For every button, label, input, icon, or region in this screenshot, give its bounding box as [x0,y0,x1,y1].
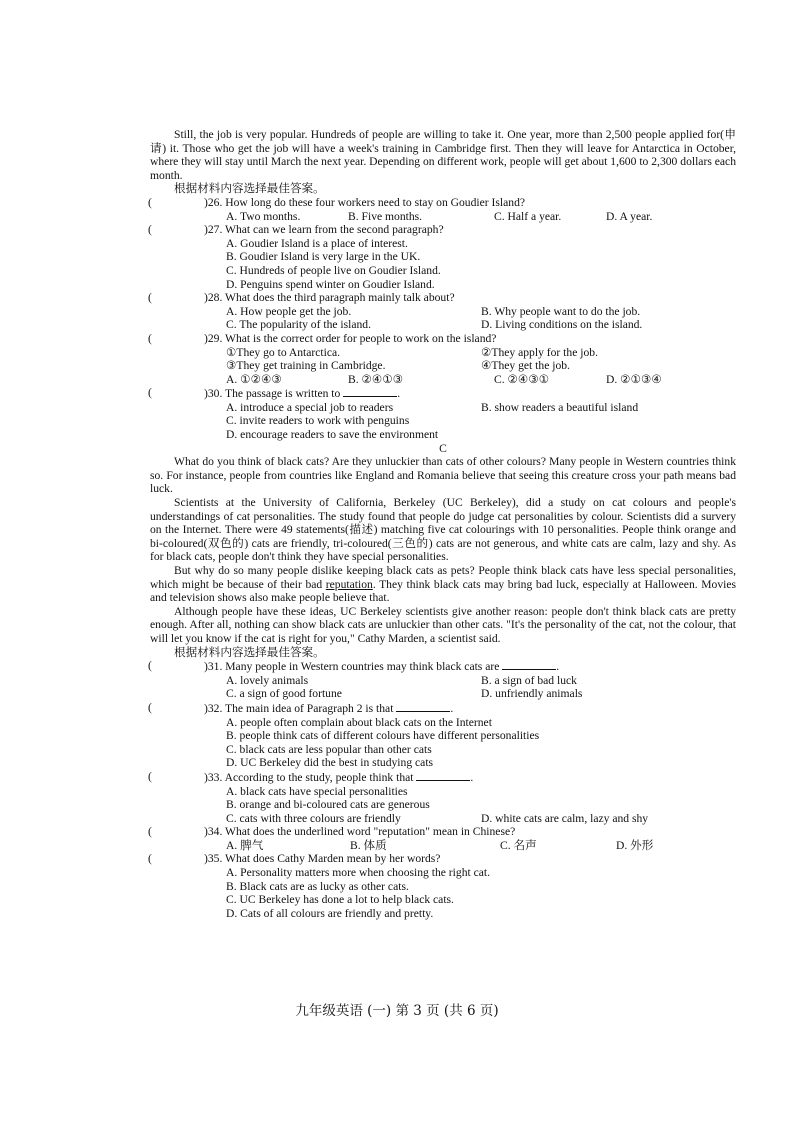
section-c-heading: C [439,441,447,455]
question-34 [150,825,736,852]
question-stem: )33. According to the study, people think that . [204,770,474,784]
step-3: ③They get training in Cambridge. [226,359,386,373]
answer-paren[interactable]: ( [148,223,152,237]
answer-blank [502,659,556,670]
option-c: C. Half a year. [494,209,562,223]
option-c: C. cats with three colours are friendly [226,811,401,825]
option-d: D. white cats are calm, lazy and shy [481,811,649,825]
answer-paren[interactable]: ( [148,195,152,209]
options-row [150,305,736,319]
option-b: B. Black cats are as lucky as other cats. [226,879,409,893]
underlined-word: reputation [325,577,373,591]
options-row [150,373,736,387]
question-27 [150,223,736,291]
question-stem: )26. How long do these four workers need to stay on Goudier Island? [204,195,526,209]
answer-paren[interactable]: ( [148,769,152,783]
option-d: D. UC Berkeley did the best in studying cats [226,756,434,770]
answer-blank [416,770,470,781]
options-list [150,414,736,441]
option-b: B. people think cats of different colours have different personalities [226,729,540,743]
option-c: C. ②④③① [494,372,550,386]
step-2: ②They apply for the job. [481,345,598,359]
option-b: B. orange and bi-coloured cats are generous [226,798,430,812]
question-29 [150,332,736,386]
options-row [150,687,736,701]
options-list [150,866,736,920]
option-d: D. ②①③④ [606,372,662,386]
option-c: C. invite readers to work with penguins [226,414,410,428]
answer-blank [396,701,450,712]
option-b: B. a sign of bad luck [481,673,577,687]
question-stem: )34. What does the underlined word "reputation" mean in Chinese? [204,825,516,839]
option-b: B. Goudier Island is very large in the UK. [226,250,421,264]
page-footer: 九年级英语 (一) 第 3 页 (共 6 页) [295,1003,499,1019]
option-a: A. introduce a special job to readers [226,400,394,414]
option-c: C. 名声 [500,838,537,852]
option-b: B. ②④①③ [348,372,404,386]
option-b: B. Why people want to do the job. [481,304,641,318]
option-d: D. Living conditions on the island. [481,318,643,332]
passage-b-last-paragraph: Still, the job is very popular. Hundreds of people are willing to take it. One year, more than 2,500 people applied for(申请) it. Those who get the job will have a week's training in Cambridge first. Then they will leave for Antarctica in October, where they will stay until March the next year. Depending on different work, people will get about 1,600 to 2,300 dollars each month. [150,128,736,182]
option-d: D. encourage readers to save the environment [226,428,439,442]
option-a: A. Two months. [226,209,301,223]
step-4: ④They get the job. [481,359,570,373]
option-d: D. 外形 [616,838,654,852]
question-33 [150,770,736,825]
question-26 [150,196,736,223]
answer-paren[interactable]: ( [148,700,152,714]
answer-paren[interactable]: ( [148,386,152,400]
passage-c-paragraph-3: But why do so many people dislike keeping black cats as pets? People think black cats have less special personalities, which might be because of their bad reputation. They think black cats may bring bad luck, especially at Halloween. Movies and television shows also make people believe that. [150,564,737,605]
passage-c-paragraph-1: What do you think of black cats? Are they unluckier than cats of other colours? Many people in Western countries think so. For instance, people from countries like England and Romania believe that seeing this creature cross your path means bad luck. [150,455,736,496]
passage-c-paragraph-2: Scientists at the University of California, Berkeley (UC Berkeley), did a study on cat colours and people's understandings of cat personalities. The study found that people do judge cat personalities by colour. Scientists did a survery on the Internet. There were 49 statements(描述) matching five cat colourings with 10 personalities. People think orange and bi-coloured(双色的) cats are friendly, tri-coloured(三色的) cats are not generous, and white cats are calm, lazy and shy. As for black cats, people don't think they have special personalities. [150,496,736,564]
options-row [150,401,736,415]
instruction-c: 根据材料内容选择最佳答案。 [174,645,325,659]
option-d: D. A year. [606,209,653,223]
option-d: D. Penguins spend winter on Goudier Island. [226,277,435,291]
option-c: C. UC Berkeley has done a lot to help black cats. [226,893,454,907]
option-a: A. How people get the job. [226,304,352,318]
option-a: A. people often complain about black cats on the Internet [226,715,492,729]
answer-paren[interactable]: ( [148,852,152,866]
question-35 [150,852,736,920]
answer-paren[interactable]: ( [148,331,152,345]
option-a: A. lovely animals [226,673,309,687]
option-a: A. Personality matters more when choosing the right cat. [226,866,491,880]
option-c: C. black cats are less popular than other cats [226,742,432,756]
option-c: C. The popularity of the island. [226,318,372,332]
options-row [150,674,736,688]
answer-paren[interactable]: ( [148,659,152,673]
answer-blank [343,386,397,397]
instruction-b: 根据材料内容选择最佳答案。 [174,182,325,196]
answer-paren[interactable]: ( [148,825,152,839]
option-b: B. show readers a beautiful island [481,400,639,414]
steps-row [150,359,736,373]
question-28 [150,291,736,332]
option-d: D. unfriendly animals [481,687,583,701]
options-list [150,716,736,770]
question-stem: )30. The passage is written to . [204,387,401,401]
question-32 [150,701,736,770]
options-row [150,839,736,853]
option-a: A. Goudier Island is a place of interest. [226,236,408,250]
question-stem: )32. The main idea of Paragraph 2 is that . [204,701,454,715]
option-a: A. 脾气 [226,838,264,852]
option-b: B. 体质 [350,838,387,852]
question-stem: )29. What is the correct order for people to work on the island? [204,331,497,345]
exam-page [150,128,736,920]
option-c: C. a sign of good fortune [226,687,342,701]
question-30 [150,386,736,441]
option-d: D. Cats of all colours are friendly and pretty. [226,906,434,920]
question-stem: )28. What does the third paragraph mainly talk about? [204,291,455,305]
option-c: C. Hundreds of people live on Goudier Island. [226,263,441,277]
option-a: A. ①②④③ [226,372,282,386]
passage-c-paragraph-4: Although people have these ideas, UC Berkeley scientists give another reason: people don't think black cats are pretty enough. After all, nothing can show black cats are unluckier than other cats. "It's the personality of the cat, not the colour, that will let you know if the cat is right for you," Cathy Marden, a scientist said. [150,604,736,645]
question-stem: )35. What does Cathy Marden mean by her words? [204,852,441,866]
question-31 [150,659,736,701]
question-stem: )31. Many people in Western countries may think black cats are . [204,660,560,674]
option-b: B. Five months. [348,209,423,223]
option-a: A. black cats have special personalities [226,784,408,798]
options-row [150,812,736,826]
options-row [150,210,736,224]
question-stem: )27. What can we learn from the second paragraph? [204,223,444,237]
options-row [150,318,736,332]
answer-paren[interactable]: ( [148,291,152,305]
steps-row [150,346,736,360]
options-list [150,785,736,812]
step-1: ①They go to Antarctica. [226,345,341,359]
options-list [150,237,736,291]
